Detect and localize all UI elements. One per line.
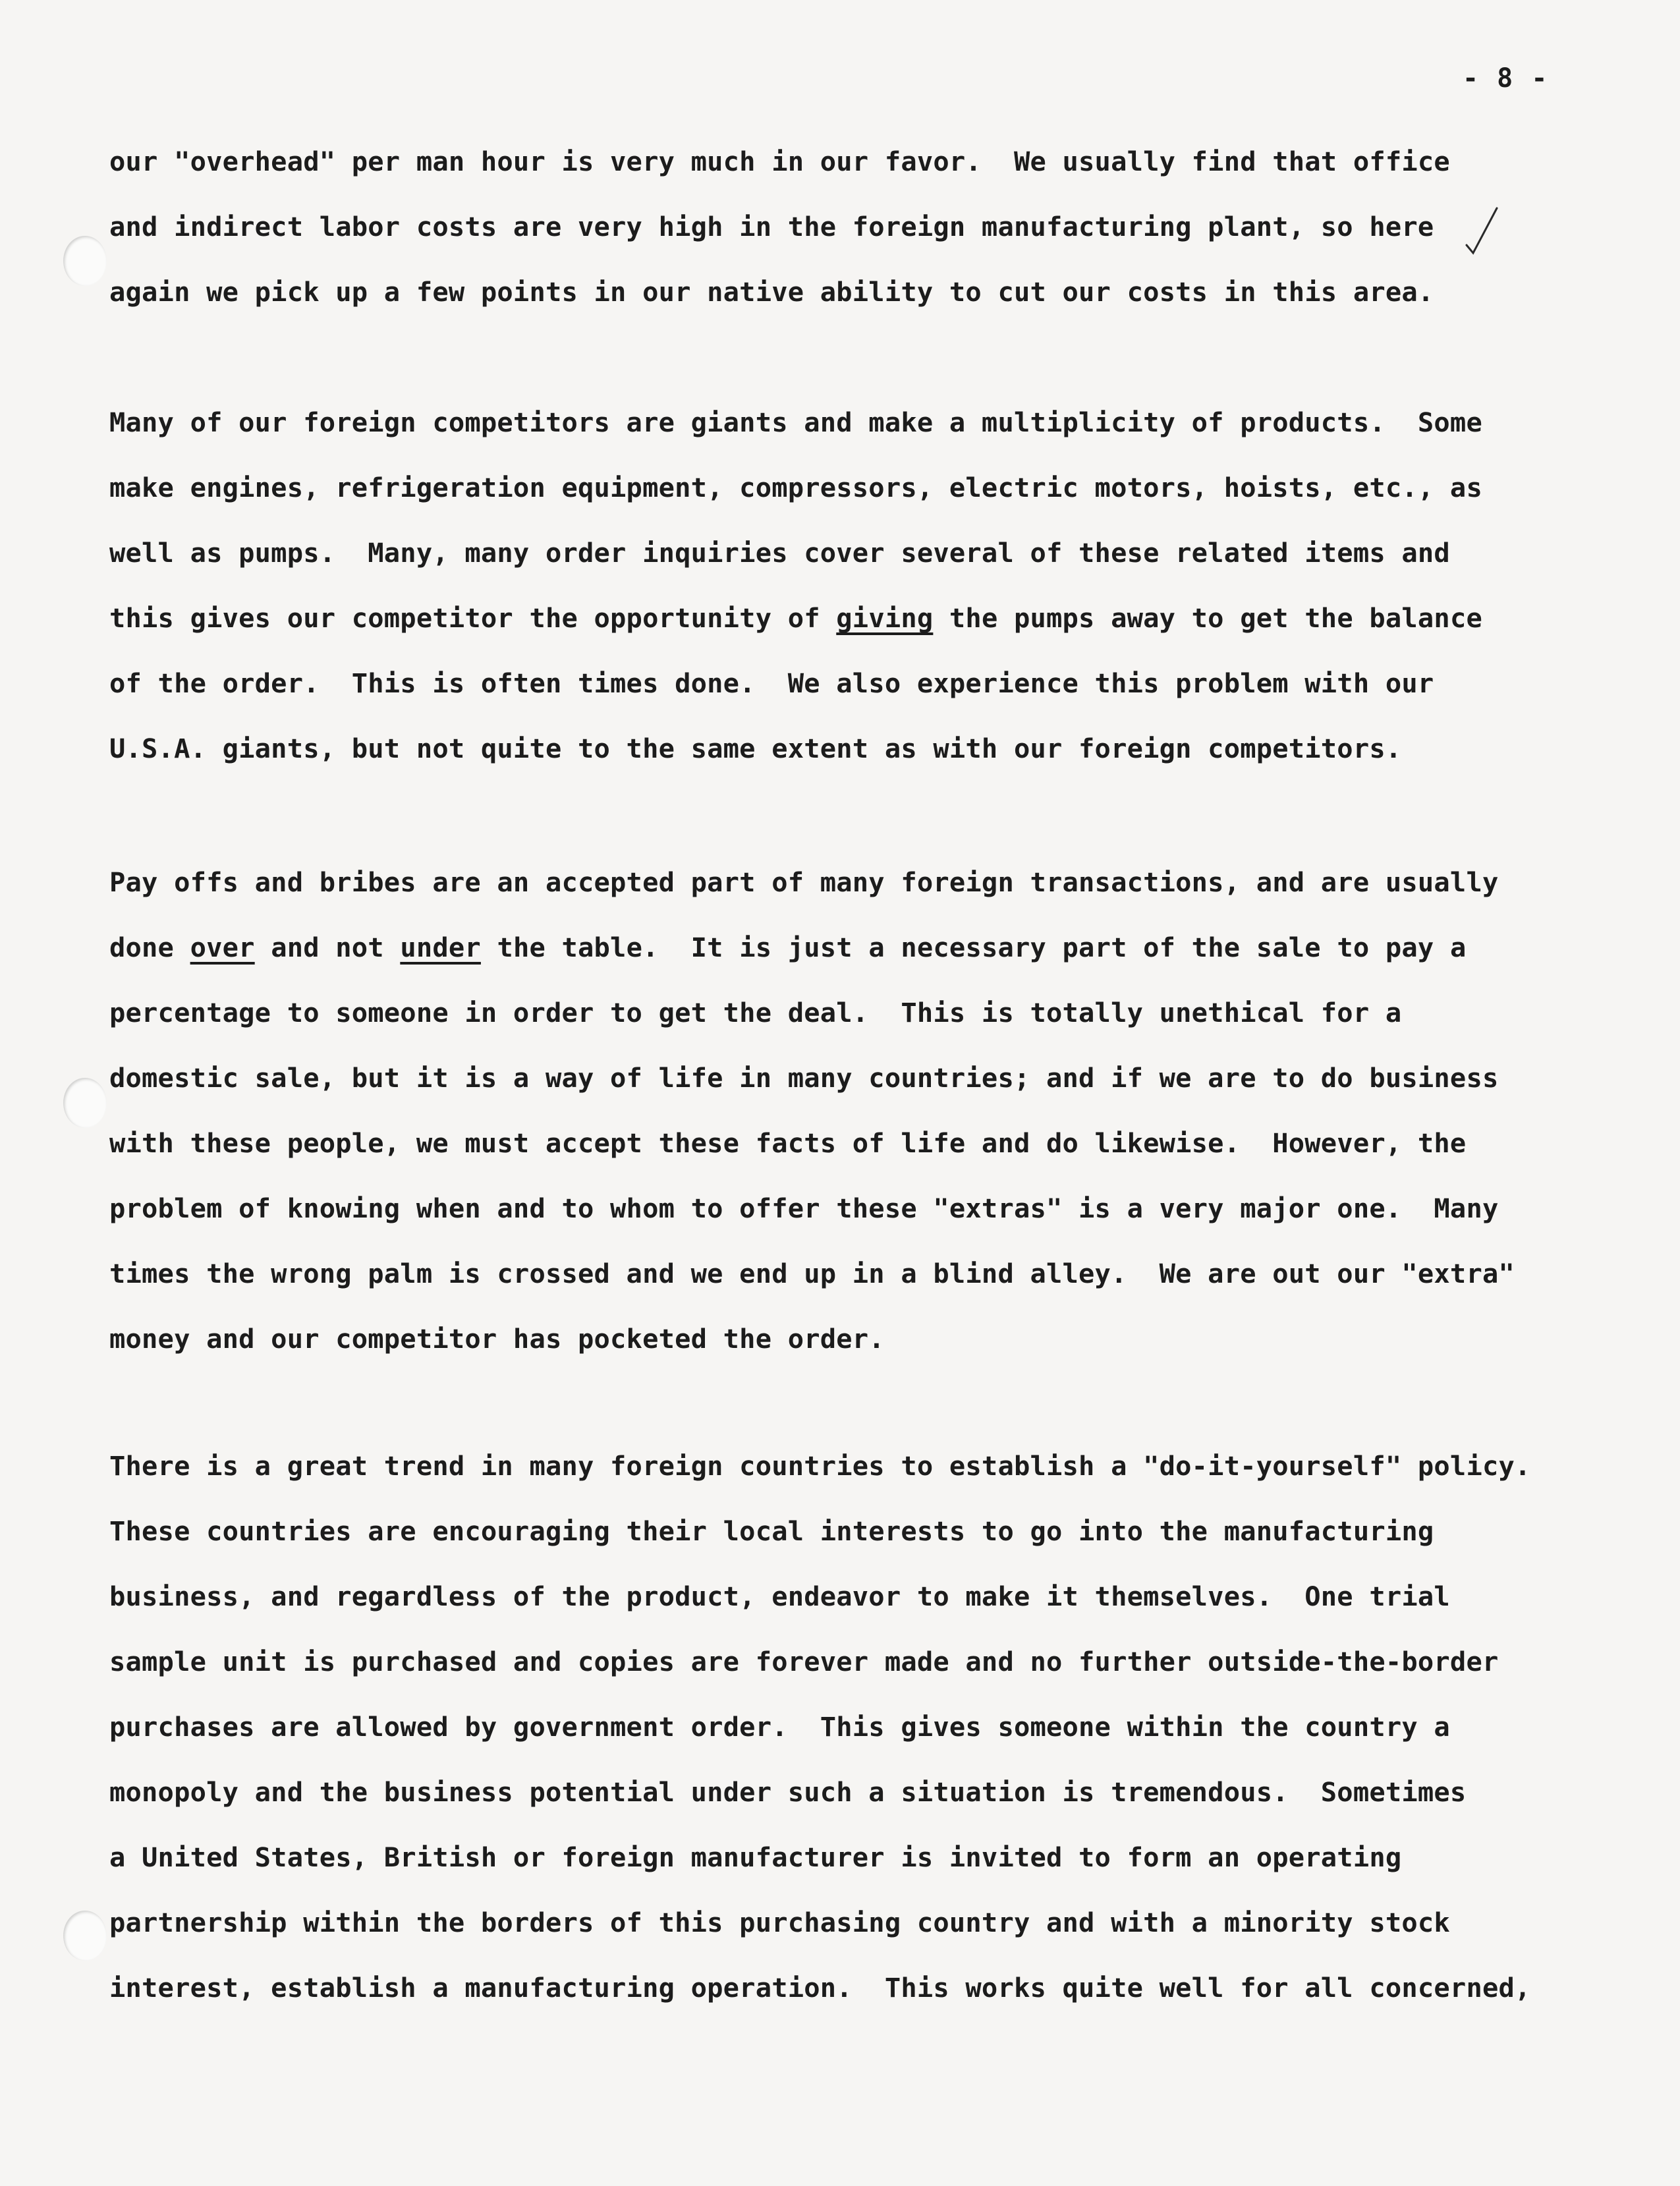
text-line: domestic sale, but it is a way of life in many countries; and if we are to do business	[109, 1062, 1499, 1094]
page-number: - 8 -	[1463, 63, 1549, 94]
text-line: partnership within the borders of this purchasing country and with a minority stock	[109, 1907, 1450, 1938]
punch-hole-middle	[63, 1078, 107, 1128]
text-line: These countries are encouraging their local interests to go into the manufacturing	[109, 1515, 1434, 1547]
text-line: There is a great trend in many foreign countries to establish a "do-it-yourself" policy.	[109, 1450, 1531, 1482]
text-line: make engines, refrigeration equipment, compressors, electric motors, hoists, etc., as	[109, 472, 1482, 503]
text-line: Pay offs and bribes are an accepted part of many foreign transactions, and are usually	[109, 866, 1499, 898]
text-segment: the table. It is just a necessary part of the sale to pay a	[480, 932, 1467, 963]
text-line: sample unit is purchased and copies are forever made and no further outside-the-border	[109, 1646, 1499, 1677]
text-line: of the order. This is often times done. We also experience this problem with our	[109, 667, 1434, 699]
text-line-with-underline	[109, 915, 1539, 980]
text-line: well as pumps. Many, many order inquiries cover several of these related items and	[109, 537, 1450, 569]
text-line: times the wrong palm is crossed and we end up in a blind alley. We are out our "extra"	[109, 1258, 1515, 1289]
text-line: purchases are allowed by government order. This gives someone within the country a	[109, 1711, 1450, 1743]
text-line: with these people, we must accept these facts of life and do likewise. However, the	[109, 1127, 1467, 1159]
text-line: problem of knowing when and to whom to offer these "extras" is a very major one. Many	[109, 1192, 1499, 1224]
text-line: our "overhead" per man hour is very much in our favor. We usually find that office	[109, 146, 1450, 177]
text-line: interest, establish a manufacturing operation. This works quite well for all concerned,	[109, 1972, 1531, 2004]
underlined-word: over	[190, 932, 255, 963]
paragraph-4	[109, 1434, 1539, 2021]
paragraph-2	[109, 390, 1539, 781]
text-line: and indirect labor costs are very high in the foreign manufacturing plant, so here	[109, 211, 1434, 242]
paragraph-1	[109, 129, 1539, 325]
underlined-word: giving	[836, 602, 934, 634]
text-line: again we pick up a few points in our native ability to cut our costs in this area.	[109, 276, 1434, 308]
text-segment: done	[109, 932, 190, 963]
text-segment: and not	[254, 932, 401, 963]
paragraph-3	[109, 850, 1539, 1372]
text-line: monopoly and the business potential under such a situation is tremendous. Sometimes	[109, 1776, 1467, 1808]
text-line: U.S.A. giants, but not quite to the same extent as with our foreign competitors.	[109, 733, 1402, 764]
punch-hole-bottom	[63, 1911, 107, 1961]
text-line: Many of our foreign competitors are giants and make a multiplicity of products. Some	[109, 406, 1482, 438]
underlined-word: under	[400, 932, 481, 963]
text-segment: the pumps away to get the balance	[933, 602, 1482, 634]
text-segment: this gives our competitor the opportunity of	[109, 602, 837, 634]
text-line-with-underline	[109, 586, 1539, 651]
text-line: business, and regardless of the product, endeavor to make it themselves. One trial	[109, 1581, 1450, 1612]
punch-hole-top	[63, 236, 107, 286]
text-line: money and our competitor has pocketed the order.	[109, 1323, 885, 1355]
text-line: percentage to someone in order to get the deal. This is totally unethical for a	[109, 997, 1402, 1028]
text-line: a United States, British or foreign manufacturer is invited to form an operating	[109, 1841, 1402, 1873]
